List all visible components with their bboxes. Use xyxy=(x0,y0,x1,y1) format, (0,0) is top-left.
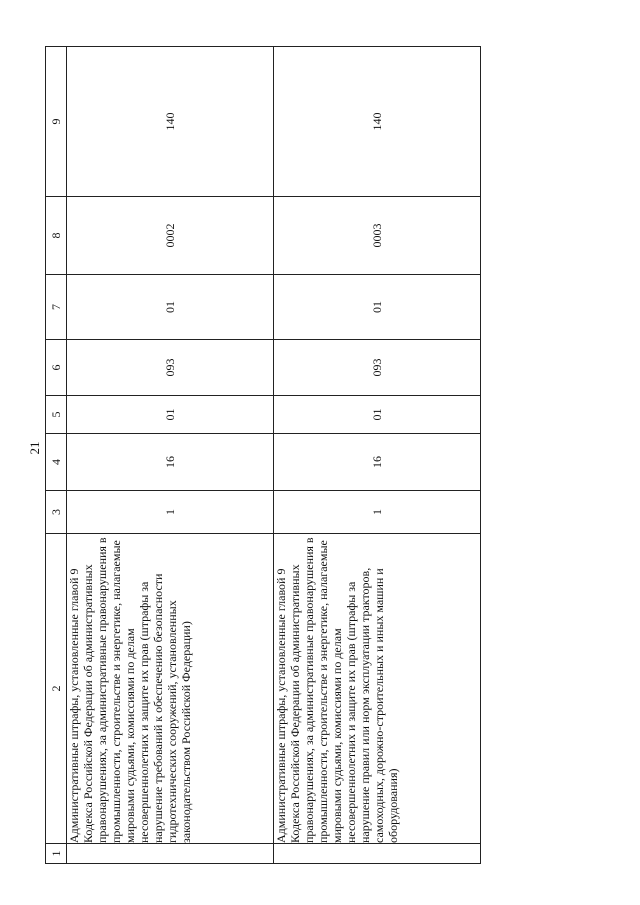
table-row xyxy=(274,47,481,864)
rotated-table-container xyxy=(45,47,481,864)
column-header-5: 5 xyxy=(46,396,67,434)
row-1-col-3: 1 xyxy=(67,491,274,534)
row-1-description: Административные штрафы, установленные главой 9 Кодекса Российской Федерации об административных правонарушениях, за административные правонарушения в промышленности, строительстве и энергетике, налагаемые мировыми судьями, комиссиями по делам несовершеннолетних и защите их прав (штрафы за нарушение требований к обеспечению безопасности гидротехнических сооружений, установленных законодательством Российской Федерации) xyxy=(67,534,274,844)
column-header-6: 6 xyxy=(46,340,67,396)
column-header-2: 2 xyxy=(46,534,67,844)
row-2-col-5: 01 xyxy=(274,396,481,434)
budget-classification-table xyxy=(45,46,481,864)
row-1-col-5: 01 xyxy=(67,396,274,434)
row-2-col-7: 01 xyxy=(274,275,481,340)
row-2-description: Административные штрафы, установленные главой 9 Кодекса Российской Федерации об административных правонарушениях, за административные правонарушения в промышленности, строительстве и энергетике, налагаемые мировыми судьями, комиссиями по делам несовершеннолетних и защите их прав (штрафы за нарушение правил или норм эксплуатации тракторов, самоходных, дорожно-строительных и иных машин и оборудования) xyxy=(274,534,481,844)
column-header-1: 1 xyxy=(46,844,67,864)
row-2-col-6: 093 xyxy=(274,340,481,396)
row-2-col-3: 1 xyxy=(274,491,481,534)
table-header-row xyxy=(46,47,67,864)
column-header-8: 8 xyxy=(46,197,67,275)
row-2-col-8: 0003 xyxy=(274,197,481,275)
column-header-3: 3 xyxy=(46,491,67,534)
column-header-9: 9 xyxy=(46,47,67,197)
table-row xyxy=(67,47,274,864)
row-1-col-8: 0002 xyxy=(67,197,274,275)
row-2-col-4: 16 xyxy=(274,434,481,491)
row-1-col-7: 01 xyxy=(67,275,274,340)
row-1-col-9: 140 xyxy=(67,47,274,197)
column-header-7: 7 xyxy=(46,275,67,340)
page-number: 21 xyxy=(27,441,42,455)
row-1-col-1 xyxy=(67,844,274,864)
row-1-col-6: 093 xyxy=(67,340,274,396)
row-2-col-9: 140 xyxy=(274,47,481,197)
row-1-col-4: 16 xyxy=(67,434,274,491)
column-header-4: 4 xyxy=(46,434,67,491)
row-2-col-1 xyxy=(274,844,481,864)
